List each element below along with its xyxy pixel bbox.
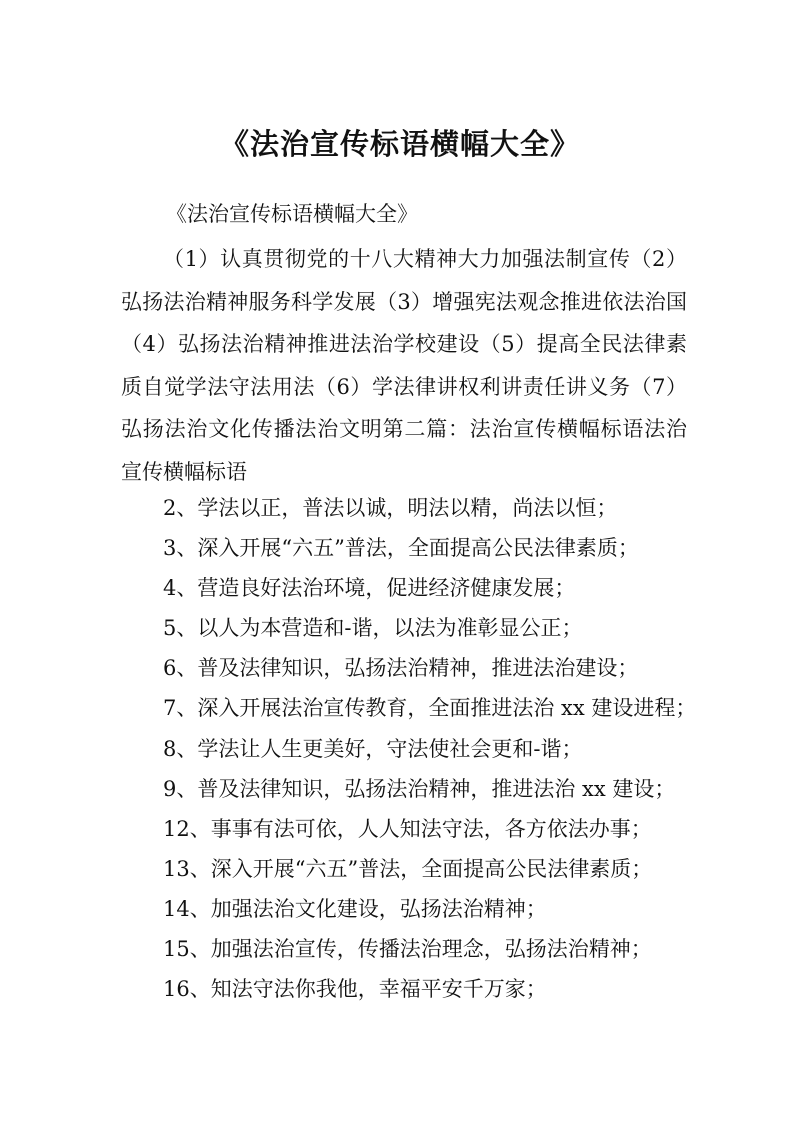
list-item: 8、学法让人生更美好，守法使社会更和-谐；	[163, 736, 583, 761]
list-item: 4、营造良好法治环境，促进经济健康发展；	[163, 576, 576, 601]
list-item: 2、学法以正，普法以诚，明法以精，尚法以恒；	[163, 496, 618, 520]
list-item: 16、知法守法你我他，幸福平安千万家；	[163, 977, 547, 1002]
list-item: 9、普及法律知识，弘扬法治精神，推进法治 xx 建设；	[163, 776, 676, 801]
list-item: 15、加强法治宣传，传播法治理念，弘扬法治精神；	[163, 937, 652, 962]
list-item: 12、事事有法可依，人人知法守法，各方依法办事；	[163, 816, 652, 841]
intro-paragraph: （1）认真贯彻党的十八大精神大力加强法制宣传（2）弘扬法治精神服务科学发展（3）增强宪法观念推进依法治国（4）弘扬法治精神推进法治学校建设（5）提高全民法律素质自觉学法守法用法（6）学法律讲权利讲责任讲义务（7）弘扬法治文化传播法治文明第二篇：法治宣传横幅标语法治宣传横幅标语	[121, 247, 687, 484]
document-subtitle: 《法治宣传标语横幅大全》	[166, 202, 418, 226]
document-title: 《法治宣传标语横幅大全》	[219, 127, 580, 161]
list-item: 3、深入开展“六五”普法，全面提高公民法律素质；	[163, 536, 639, 561]
list-item: 7、深入开展法治宣传教育，全面推进法治 xx 建设进程；	[163, 696, 697, 721]
list-item: 6、普及法律知识，弘扬法治精神，推进法治建设；	[163, 656, 639, 681]
slogan-list	[163, 488, 696, 1009]
list-item: 13、深入开展“六五”普法，全面提高公民法律素质；	[163, 856, 653, 881]
list-item: 14、加强法治文化建设，弘扬法治精神；	[163, 896, 547, 921]
list-item: 5、以人为本营造和-谐，以法为准彰显公正；	[163, 616, 583, 641]
